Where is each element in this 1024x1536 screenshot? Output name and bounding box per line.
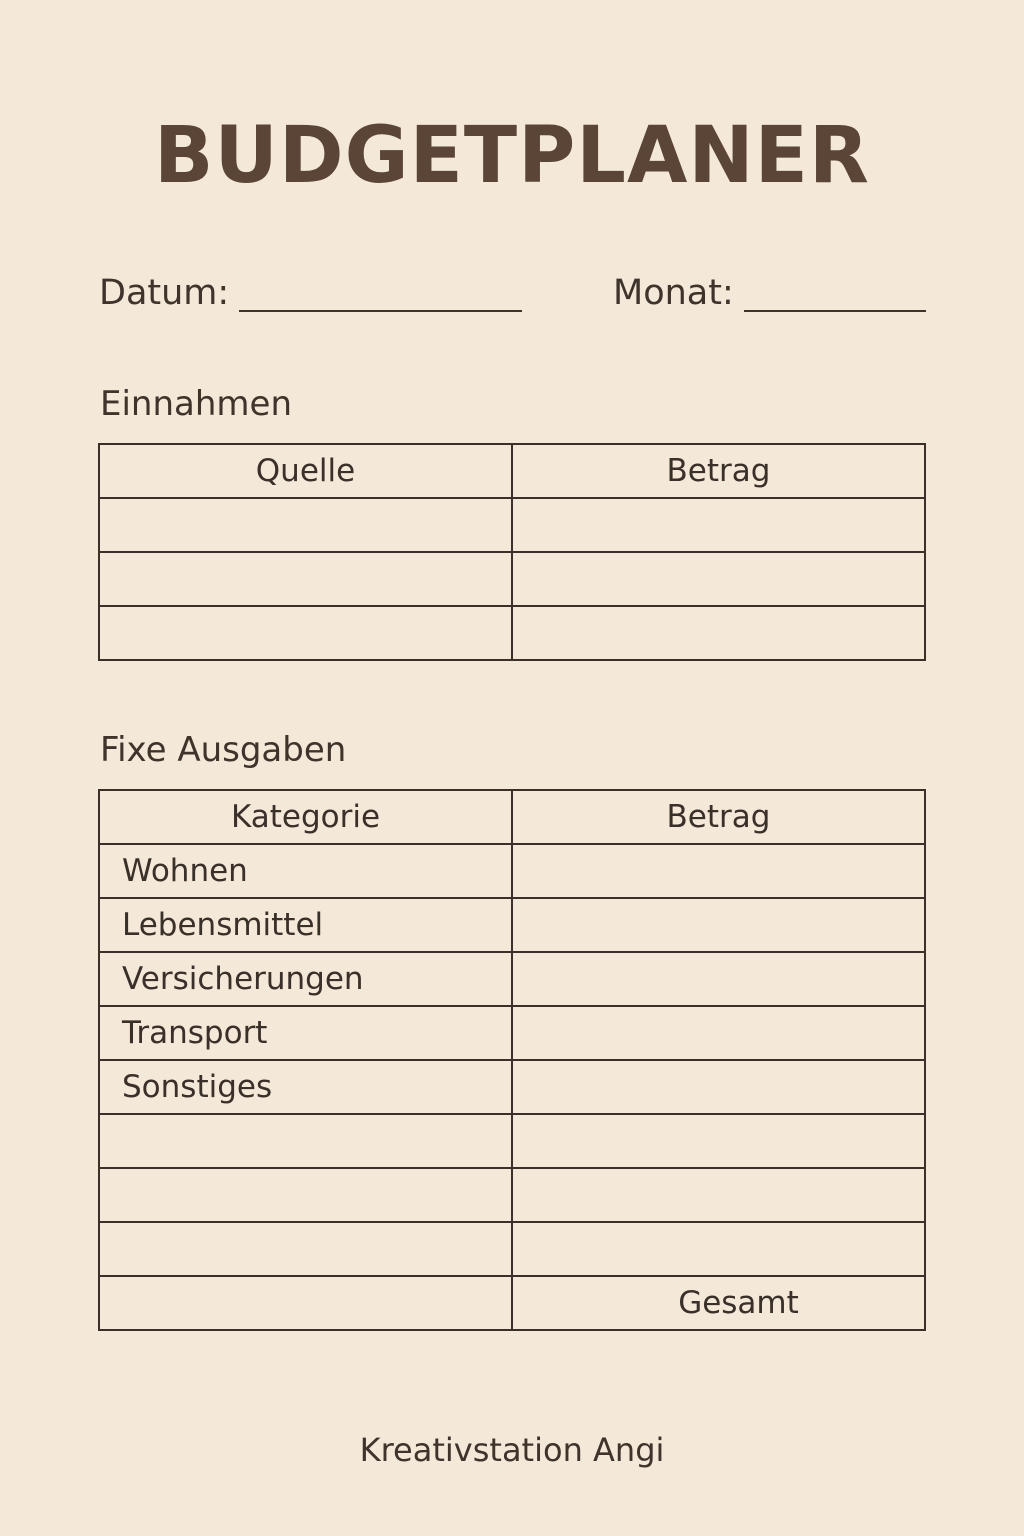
- table-row: [99, 1006, 925, 1060]
- table-row: [99, 1060, 925, 1114]
- einnahmen-table: [98, 443, 926, 661]
- table-row: [99, 606, 925, 660]
- betrag-cell[interactable]: [512, 1006, 925, 1060]
- kategorie-cell: Versicherungen: [99, 952, 512, 1006]
- datum-field: [99, 268, 522, 318]
- page-title: BUDGETPLANER: [154, 111, 870, 201]
- fixe-ausgaben-section-title: Fixe Ausgaben: [100, 730, 347, 770]
- kategorie-cell[interactable]: [99, 1168, 512, 1222]
- betrag-header: Betrag: [512, 444, 925, 498]
- betrag-cell[interactable]: [512, 898, 925, 952]
- table-header-row: [99, 444, 925, 498]
- betrag-cell[interactable]: [512, 1168, 925, 1222]
- table-row: [99, 1114, 925, 1168]
- quelle-cell[interactable]: [99, 552, 512, 606]
- table-row: [99, 1222, 925, 1276]
- gesamt-label: Gesamt: [512, 1276, 925, 1330]
- kategorie-cell: Lebensmittel: [99, 898, 512, 952]
- total-empty-cell: [99, 1276, 512, 1330]
- betrag-cell[interactable]: [512, 1060, 925, 1114]
- total-row: [99, 1276, 925, 1330]
- table-row: [99, 1168, 925, 1222]
- table-row: [99, 898, 925, 952]
- betrag-cell[interactable]: [512, 1114, 925, 1168]
- footer-credit: Kreativstation Angi: [359, 1431, 665, 1469]
- monat-input-line[interactable]: [744, 270, 926, 312]
- betrag-cell[interactable]: [512, 952, 925, 1006]
- kategorie-cell: Wohnen: [99, 844, 512, 898]
- betrag-cell[interactable]: [512, 498, 925, 552]
- datum-label: Datum:: [99, 273, 230, 313]
- table-row: [99, 952, 925, 1006]
- table-row: [99, 498, 925, 552]
- betrag-cell[interactable]: [512, 1222, 925, 1276]
- betrag-cell[interactable]: [512, 844, 925, 898]
- betrag-cell[interactable]: [512, 606, 925, 660]
- fixe-ausgaben-table: [98, 789, 926, 1331]
- datum-input-line[interactable]: [239, 270, 522, 312]
- kategorie-cell: Transport: [99, 1006, 512, 1060]
- einnahmen-section-title: Einnahmen: [100, 384, 292, 424]
- quelle-cell[interactable]: [99, 498, 512, 552]
- table-row: [99, 552, 925, 606]
- kategorie-cell[interactable]: [99, 1222, 512, 1276]
- betrag-header: Betrag: [512, 790, 925, 844]
- monat-field: [613, 268, 926, 318]
- kategorie-header: Kategorie: [99, 790, 512, 844]
- kategorie-cell[interactable]: [99, 1114, 512, 1168]
- kategorie-cell: Sonstiges: [99, 1060, 512, 1114]
- monat-label: Monat:: [613, 273, 734, 313]
- quelle-cell[interactable]: [99, 606, 512, 660]
- betrag-cell[interactable]: [512, 552, 925, 606]
- table-header-row: [99, 790, 925, 844]
- table-row: [99, 844, 925, 898]
- quelle-header: Quelle: [99, 444, 512, 498]
